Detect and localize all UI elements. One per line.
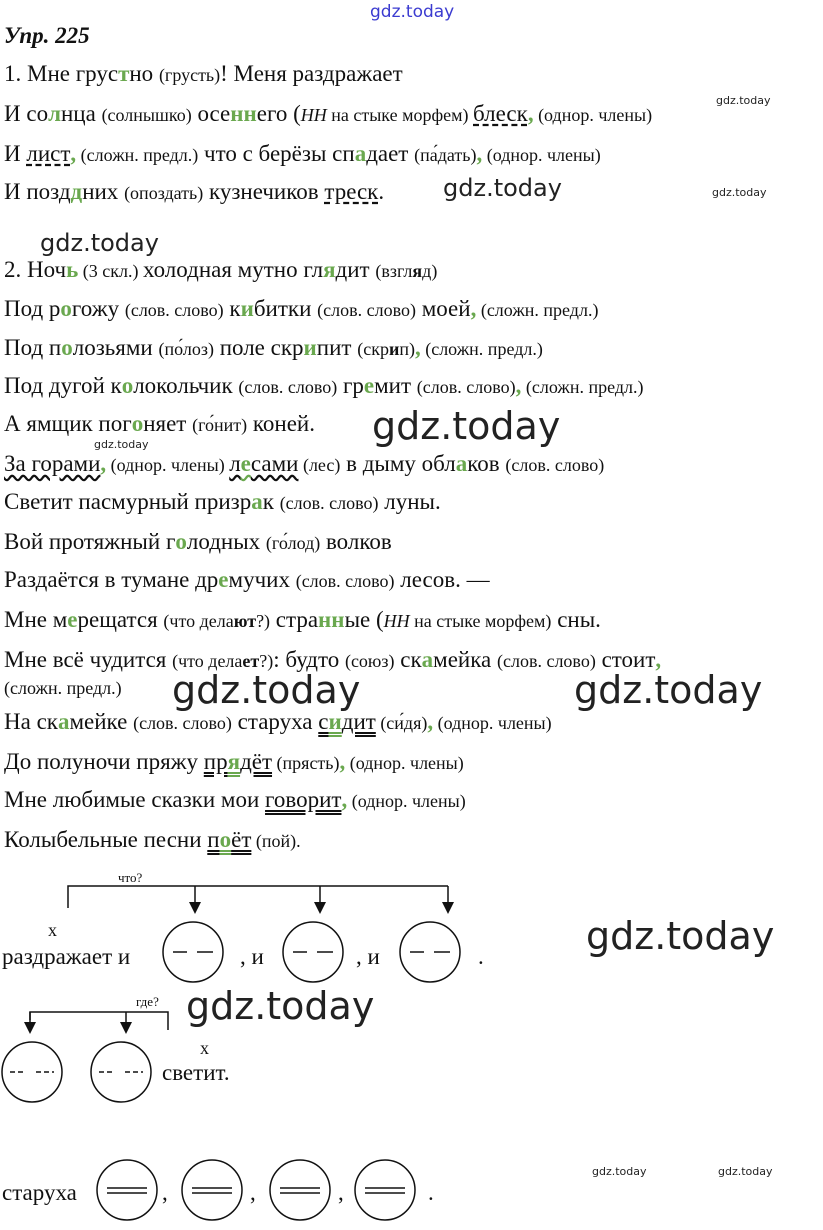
highlight-letter: а — [421, 647, 434, 672]
note: (скр — [357, 339, 389, 359]
highlight-letter: е — [363, 373, 375, 398]
scheme-separator: , — [250, 1180, 256, 1205]
predicate-word: дёт — [240, 749, 273, 774]
note: (слов. слово) — [295, 571, 395, 591]
watermark: gdz.today — [592, 1165, 647, 1178]
watermark: gdz.today — [172, 668, 361, 712]
highlight-letter: л — [48, 101, 61, 126]
highlight-comma: , — [414, 335, 421, 360]
note: д) — [422, 261, 438, 281]
text-line — [4, 178, 384, 207]
text: моей — [415, 296, 471, 321]
highlight-comma: , — [476, 141, 483, 166]
watermark: gdz.today — [574, 668, 763, 712]
highlight-letter: и — [303, 335, 317, 360]
text: нца — [60, 101, 102, 126]
subject-word: блеск — [473, 101, 528, 126]
note: п) — [399, 339, 415, 359]
note: (взгл — [375, 261, 413, 281]
text: гожу — [71, 296, 125, 321]
note: (го́нит) — [192, 415, 248, 435]
note: (что дела — [172, 651, 243, 671]
highlight-letter: о — [175, 529, 187, 554]
note: (союз) — [344, 651, 395, 671]
scheme-word: старуха — [2, 1180, 77, 1205]
scheme-separator: , — [162, 1180, 168, 1205]
underlined-phrase: л — [229, 451, 241, 476]
note: (сложн. предл.) — [76, 145, 199, 165]
text: Под п — [4, 335, 62, 360]
text: няет — [143, 411, 193, 436]
member-circle — [163, 922, 223, 982]
text: дает — [366, 141, 415, 166]
member-circle — [270, 1160, 330, 1220]
text: Мне любимые сказки мои — [4, 787, 266, 812]
highlight-letter: о — [60, 296, 72, 321]
predicate-word: пр — [203, 749, 228, 774]
text: холодная мутно гл — [142, 257, 324, 282]
note-bold: ет — [242, 651, 260, 671]
text: Под дугой к — [4, 373, 122, 398]
note-bold: я — [412, 261, 423, 281]
x-mark: x — [200, 1038, 209, 1058]
text-line — [4, 488, 441, 517]
predicate-word: дит — [341, 709, 376, 734]
subject-word: треск — [324, 179, 379, 204]
note: (слов. слово) — [133, 713, 232, 733]
text: Вой протяжный г — [4, 529, 176, 554]
text: И — [4, 141, 27, 166]
highlight-letter: о — [121, 373, 134, 398]
highlight-letter: нн — [318, 607, 345, 632]
text: мит — [374, 373, 417, 398]
note: на стыке морфем) — [326, 105, 474, 125]
highlight-letter: а — [251, 489, 263, 514]
highlight-comma: , — [339, 749, 346, 774]
note: (слов. слово) — [317, 300, 416, 320]
text: ков — [467, 451, 506, 476]
text: стоит — [595, 647, 656, 672]
text-line — [4, 372, 643, 401]
note: (однор. члены) — [106, 455, 230, 475]
note: (сложн. предл.) — [521, 377, 644, 397]
note: (слов. слово) — [497, 651, 596, 671]
highlight-letter: т — [118, 61, 130, 86]
text: мейка — [433, 647, 497, 672]
note: (одно — [533, 105, 581, 125]
scheme-separator: , — [338, 1180, 344, 1205]
text-line — [4, 748, 464, 777]
x-mark: x — [48, 920, 57, 940]
watermark: gdz.today — [94, 438, 149, 451]
arrow-head — [24, 1022, 36, 1034]
scheme-end: . — [478, 944, 484, 969]
note: (прясть) — [272, 753, 340, 773]
arrow-head — [442, 902, 454, 914]
bracket-line — [30, 1012, 168, 1030]
highlight-letter: а — [455, 451, 468, 476]
underlined-phrase: За горами — [4, 451, 101, 476]
arrow-head — [314, 902, 326, 914]
predicate-word: п — [207, 827, 220, 852]
exercise-title: Упр. 225 — [4, 23, 90, 48]
text: ! Меня раздражает — [220, 61, 403, 86]
text: И со — [4, 101, 49, 126]
text-line — [4, 60, 403, 89]
bracket-line — [68, 886, 448, 908]
text: но — [129, 61, 159, 86]
text: сны. — [551, 607, 601, 632]
highlight-comma: , — [70, 141, 77, 166]
watermark: gdz.today — [372, 404, 561, 448]
text: И позд — [4, 179, 71, 204]
member-circle — [355, 1160, 415, 1220]
text-line — [4, 826, 301, 855]
text-line — [4, 450, 604, 479]
note: (па́дать) — [414, 145, 477, 165]
highlight-letter: а — [354, 141, 367, 166]
highlight-letter: нн — [230, 101, 257, 126]
text: Светит пасмурный призр — [4, 489, 252, 514]
scheme-word: раздражает и — [2, 944, 131, 969]
text: его ( — [256, 101, 301, 126]
note: (го́лод) — [265, 533, 321, 553]
note: (грусть) — [158, 65, 221, 85]
highlight-letter: и — [328, 709, 342, 734]
text-line — [4, 646, 661, 675]
text: лодных — [186, 529, 266, 554]
watermark: gdz.today — [40, 229, 159, 257]
text: До полуночи пряжу — [4, 749, 204, 774]
text: 2. Ноч — [4, 257, 67, 282]
text: ск — [394, 647, 422, 672]
text: старуха — [231, 709, 319, 734]
text-line — [4, 334, 543, 363]
note: (слов. слово) — [505, 455, 605, 475]
text: Колыбельные песни — [4, 827, 208, 852]
highlight-letter: е — [240, 451, 251, 476]
watermark: gdz.today — [370, 2, 455, 22]
note-bold: ют — [233, 611, 257, 631]
note: (солнышко) — [101, 105, 192, 125]
note: (сложн. предл.) — [420, 339, 543, 359]
text: рещатся — [77, 607, 164, 632]
text: что с берёзы сп — [198, 141, 355, 166]
text: ые ( — [344, 607, 384, 632]
note: на стыке морфем) — [409, 611, 552, 631]
note: (пой). — [251, 831, 301, 851]
watermark: gdz.today — [718, 1165, 773, 1178]
highlight-comma: , — [527, 101, 534, 126]
text-line — [4, 256, 437, 285]
highlight-letter: я — [227, 749, 241, 774]
note: (слов. слово) — [124, 300, 224, 320]
text: . — [378, 179, 385, 204]
arrow-head — [120, 1022, 132, 1034]
text: А ямщик пог — [4, 411, 132, 436]
note: НН — [383, 611, 410, 631]
scheme-separator: , и — [240, 944, 264, 969]
text: лозьями — [72, 335, 159, 360]
text: к — [223, 296, 241, 321]
text-line — [4, 708, 552, 737]
highlight-letter: о — [131, 411, 144, 436]
highlight-letter: о — [219, 827, 232, 852]
text: пит — [316, 335, 358, 360]
note: (однор. члены) — [345, 753, 464, 773]
note: р. члены) — [580, 105, 653, 125]
note: (однор. члены) — [347, 791, 466, 811]
note: (слов. слово) — [238, 377, 338, 397]
note: НН — [300, 105, 327, 125]
text: волков — [320, 529, 392, 554]
highlight-comma: , — [470, 296, 477, 321]
highlight-comma: , — [427, 709, 434, 734]
scheme-end: . — [428, 1180, 434, 1205]
highlight-letter: и — [240, 296, 254, 321]
predicate-word: ёт — [231, 827, 252, 852]
scheme-separator: , и — [356, 944, 380, 969]
question-label: что? — [118, 870, 143, 885]
sentence-scheme-1 — [0, 870, 823, 1000]
arrow-head — [189, 902, 201, 914]
highlight-letter: е — [67, 607, 78, 632]
highlight-letter: я — [323, 257, 336, 282]
text: Мне всё чудится — [4, 647, 173, 672]
text: Раздаётся в тумане др — [4, 567, 219, 592]
member-circle — [97, 1160, 157, 1220]
note: (лес) — [298, 455, 341, 475]
watermark: gdz.today — [712, 186, 767, 199]
text: мейке — [69, 709, 134, 734]
text: к — [262, 489, 280, 514]
note: (слов. слово) — [279, 493, 379, 513]
text-line — [4, 528, 392, 557]
highlight-letter: е — [218, 567, 229, 592]
note: (сложн. предл.) — [476, 300, 599, 320]
text: Под р — [4, 296, 61, 321]
member-circle — [400, 922, 460, 982]
text: поле скр — [213, 335, 304, 360]
highlight-comma: , — [100, 451, 107, 476]
text: : будто — [273, 647, 345, 672]
member-circle — [182, 1160, 242, 1220]
watermark: gdz.today — [443, 174, 562, 202]
text: них — [82, 179, 125, 204]
text: осе — [191, 101, 231, 126]
highlight-letter: о — [61, 335, 73, 360]
text-line — [4, 100, 652, 129]
predicate-word: с — [318, 709, 329, 734]
text-line: (сложн. предл.) — [4, 678, 122, 698]
highlight-letter: а — [57, 709, 70, 734]
text-line — [4, 606, 601, 635]
subject-word: лист — [26, 141, 71, 166]
highlight-comma: , — [655, 647, 662, 672]
member-circle — [283, 922, 343, 982]
note: (однор. члены) — [482, 145, 601, 165]
text-line — [4, 295, 598, 324]
text: луны. — [378, 489, 441, 514]
text: На ск — [4, 709, 58, 734]
note: (си́дя) — [375, 713, 428, 733]
sentence-scheme-2 — [0, 990, 300, 1120]
highlight-letter: ь — [66, 257, 79, 282]
text: локольчик — [133, 373, 239, 398]
text: битки — [253, 296, 318, 321]
note: ?) — [259, 651, 274, 671]
text-line — [4, 786, 466, 815]
watermark: gdz.today — [586, 914, 775, 958]
text: гр — [337, 373, 364, 398]
text: коней. — [247, 411, 315, 436]
note: (однор. члены) — [433, 713, 552, 733]
note-bold: и — [388, 339, 400, 359]
text: кузнечиков — [203, 179, 325, 204]
highlight-letter: д — [70, 179, 83, 204]
note: (по́лоз) — [158, 339, 214, 359]
text: в дыму обл — [340, 451, 456, 476]
predicate-word: говорит — [265, 787, 342, 812]
note: (что дела — [163, 611, 234, 631]
watermark: gdz.today — [716, 94, 771, 107]
underlined-phrase: сами — [250, 451, 299, 476]
note: (опоздать) — [124, 183, 204, 203]
note: (слов. слово) — [416, 377, 516, 397]
text: лесов. — — [394, 567, 490, 592]
text-line — [4, 566, 490, 595]
text: Мне м — [4, 607, 68, 632]
text: дит — [335, 257, 376, 282]
text: мучих — [228, 567, 296, 592]
text-line — [4, 140, 601, 169]
watermark: gdz.today — [186, 984, 375, 1028]
highlight-comma: , — [515, 373, 522, 398]
sentence-scheme-3 — [0, 1150, 460, 1230]
note: ?) — [256, 611, 271, 631]
text-line — [4, 410, 315, 439]
text: стра — [270, 607, 319, 632]
scheme-word: светит. — [162, 1060, 230, 1085]
highlight-comma: , — [341, 787, 348, 812]
text: 1. Мне грус — [4, 61, 119, 86]
note: (3 скл.) — [78, 261, 143, 281]
question-label: где? — [136, 994, 159, 1009]
